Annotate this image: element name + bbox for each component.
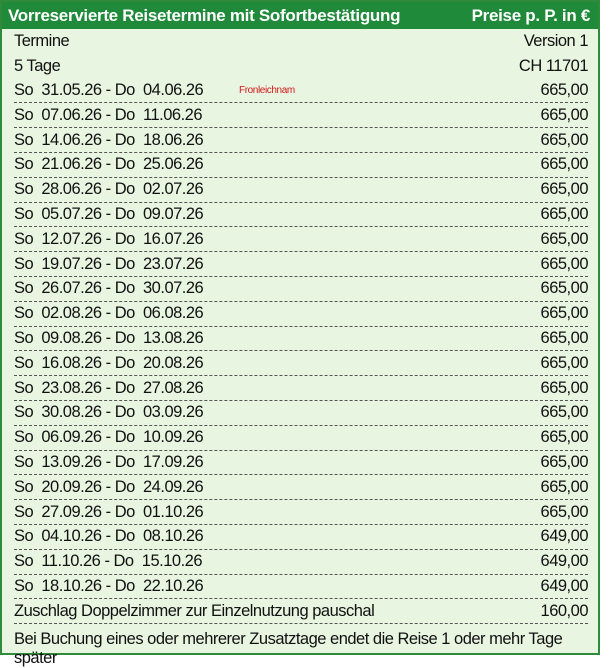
surcharge-row	[14, 599, 588, 624]
termine-label: Termine	[14, 31, 70, 50]
date-range: So 27.09.26 - Do 01.10.26	[14, 502, 204, 521]
date-list	[2, 79, 598, 600]
table-row	[14, 277, 588, 302]
table-row	[14, 451, 588, 476]
row-price: 665,00	[540, 477, 588, 496]
footer-note: Bei Buchung eines oder mehrerer Zusatztage endet die Reise 1 oder mehr Tage später	[14, 630, 563, 668]
date-range: So 30.08.26 - Do 03.09.26	[14, 403, 204, 422]
row-price: 665,00	[540, 428, 588, 447]
duration-label: 5 Tage	[14, 56, 61, 75]
table-row	[14, 550, 588, 575]
row-price: 665,00	[540, 403, 588, 422]
duration-row	[14, 54, 588, 79]
table-row	[14, 401, 588, 426]
surcharge-price: 160,00	[540, 601, 588, 620]
row-price: 649,00	[540, 527, 588, 546]
row-price: 665,00	[540, 204, 588, 223]
row-price: 665,00	[540, 180, 588, 199]
date-range: So 26.07.26 - Do 30.07.26	[14, 279, 204, 298]
date-range: So 07.06.26 - Do 11.06.26	[14, 105, 203, 124]
table-title: Vorreservierte Reisetermine mit Sofortbestätigung	[8, 5, 401, 25]
date-range: So 20.09.26 - Do 24.09.26	[14, 477, 204, 496]
table-row	[14, 79, 588, 104]
table-row	[14, 351, 588, 376]
row-price: 665,00	[540, 130, 588, 149]
table-row	[14, 103, 588, 128]
table-row	[14, 153, 588, 178]
row-price: 665,00	[540, 328, 588, 347]
date-range: So 05.07.26 - Do 09.07.26	[14, 204, 204, 223]
date-range: So 16.08.26 - Do 20.08.26	[14, 353, 204, 372]
date-range: So 12.07.26 - Do 16.07.26	[14, 229, 204, 248]
table-row	[14, 575, 588, 600]
table-row	[14, 178, 588, 203]
table-row	[14, 227, 588, 252]
table-row	[14, 128, 588, 153]
row-price: 665,00	[540, 80, 588, 99]
row-price: 665,00	[540, 105, 588, 124]
table-row	[14, 525, 588, 550]
row-price: 665,00	[540, 254, 588, 273]
date-range: So 13.09.26 - Do 17.09.26	[14, 452, 204, 471]
date-range: So 18.10.26 - Do 22.10.26	[14, 576, 204, 595]
date-range: So 09.08.26 - Do 13.08.26	[14, 328, 204, 347]
termine-row	[14, 29, 588, 54]
table-row	[14, 252, 588, 277]
price-unit-label: Preise p. P. in €	[471, 5, 590, 25]
date-range: So 31.05.26 - Do 04.06.26	[14, 80, 204, 99]
table-row	[14, 302, 588, 327]
date-range: So 28.06.26 - Do 02.07.26	[14, 180, 204, 199]
date-range: So 11.10.26 - Do 15.10.26	[14, 552, 203, 571]
row-price: 665,00	[540, 279, 588, 298]
row-price: 665,00	[540, 353, 588, 372]
row-price: 649,00	[540, 552, 588, 571]
table-row	[14, 203, 588, 228]
date-range: So 06.09.26 - Do 10.09.26	[14, 428, 204, 447]
date-range: So 23.08.26 - Do 27.08.26	[14, 378, 204, 397]
trip-code: CH 11701	[518, 56, 588, 75]
row-price: 665,00	[540, 155, 588, 174]
date-range: So 19.07.26 - Do 23.07.26	[14, 254, 204, 273]
table-row	[14, 327, 588, 352]
version-label: Version 1	[523, 31, 588, 50]
table-header	[2, 2, 598, 29]
table-row	[14, 426, 588, 451]
date-range: So 02.08.26 - Do 06.08.26	[14, 304, 204, 323]
holiday-note: Fronleichnam	[239, 84, 295, 96]
row-price: 665,00	[540, 452, 588, 471]
table-row	[14, 376, 588, 401]
row-price: 665,00	[540, 304, 588, 323]
row-price: 665,00	[540, 502, 588, 521]
row-price: 665,00	[540, 229, 588, 248]
table-row	[14, 475, 588, 500]
row-price: 649,00	[540, 576, 588, 595]
date-range: So 14.06.26 - Do 18.06.26	[14, 130, 204, 149]
row-price: 665,00	[540, 378, 588, 397]
date-range: So 21.06.26 - Do 25.06.26	[14, 155, 204, 174]
surcharge-label: Zuschlag Doppelzimmer zur Einzelnutzung pauschal	[14, 601, 375, 620]
date-range: So 04.10.26 - Do 08.10.26	[14, 527, 204, 546]
table-row	[14, 500, 588, 525]
